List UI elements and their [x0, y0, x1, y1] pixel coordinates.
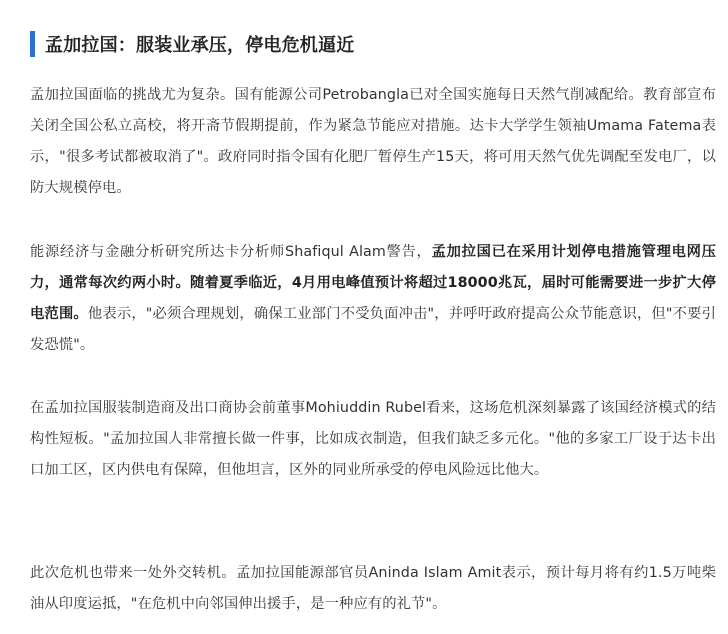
paragraph-2-lead: 能源经济与金融分析研究所达卡分析师Shafiqul Alam警告， — [30, 244, 432, 260]
article-title: 孟加拉国：服装业承压，停电危机逼近 — [45, 35, 355, 56]
paragraph-3: 在孟加拉国服装制造商及出口商协会前董事Mohiuddin Rubel看来，这场危机深刻暴露了该国经济模式的结构性短板。"孟加拉国人非常擅长做一件事，比如成衣制造，但我们缺乏多元化。"他的多家工厂设于达卡出口加工区，区内供电有保障，但他坦言，区外的同业所承受的停电风险远比他大。 — [30, 400, 716, 478]
paragraph-2-tail: 他表示，"必须合理规划，确保工业部门不受负面冲击"，并呼吁政府提高公众节能意识，但"不要引发恐慌"。 — [30, 306, 716, 353]
article-heading — [30, 30, 354, 58]
paragraph-2 — [30, 237, 716, 361]
paragraph-4: 此次危机也带来一处外交转机。孟加拉国能源部官员Aninda Islam Amit表示，预计每月将有约1.5万吨柴油从印度运抵，"在危机中向邻国伸出援手，是一种应有的礼节"。 — [30, 565, 716, 612]
paragraph-2-emphasis: 孟加拉国已在采用计划停电措施管理电网压力，通常每次约两小时。随着夏季临近，4月用电峰值预计将超过18000兆瓦，届时可能需要进一步扩大停电范围。 — [30, 244, 716, 322]
paragraph-1: 孟加拉国面临的挑战尤为复杂。国有能源公司Petrobangla已对全国实施每日天然气削减配给。教育部宣布关闭全国公私立高校，将开斋节假期提前，作为紧急节能应对措施。达卡大学学生领袖Umama Fatema表示，"很多考试都被取消了"。政府同时指令国有化肥厂暂停生产15天，将可用天然气优先调配至发电厂，以防大规模停电。 — [30, 87, 716, 196]
heading-accent-bar — [30, 31, 35, 57]
